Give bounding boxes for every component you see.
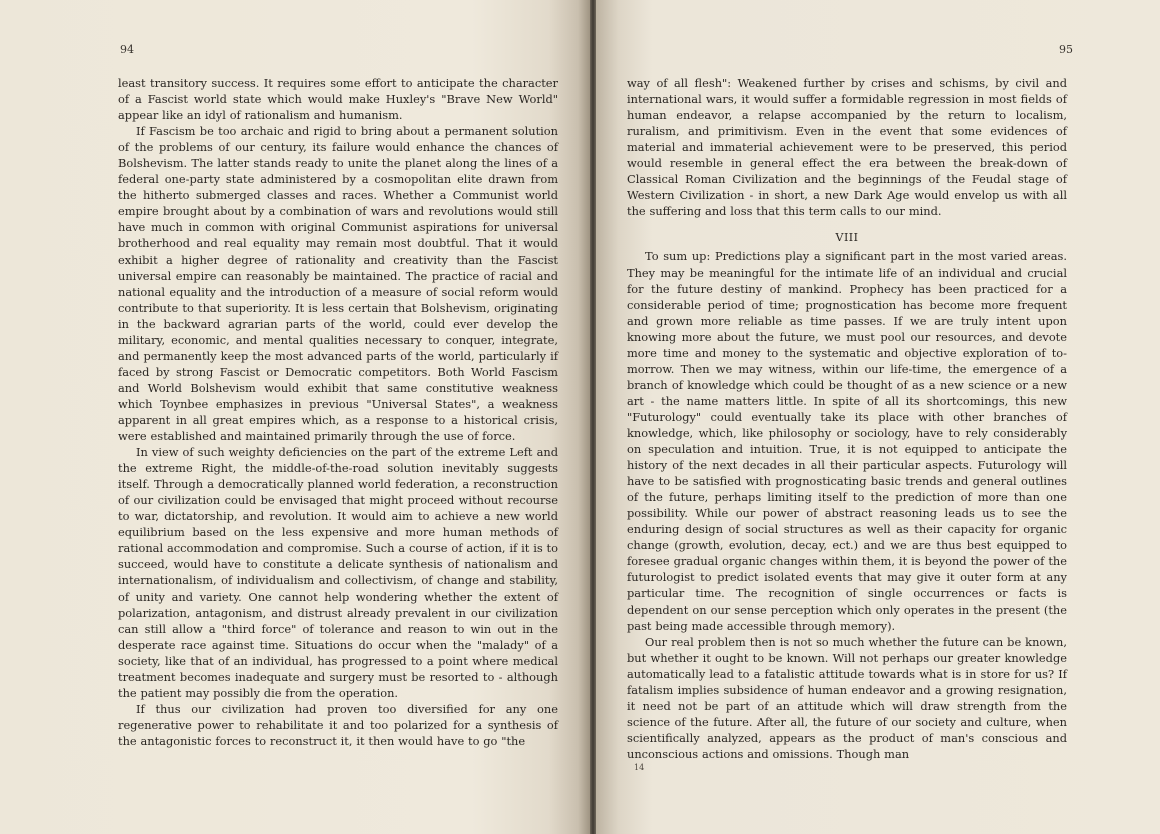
paragraph: Our real problem then is not so much whether the future can be known, but whether it ought to be known. Will not perhaps our greater knowledge automatically lead to a fatalistic attitude towards what is in store for us? If fatalism implies subsidence of human endeavor and a growing resignation, it need not be part of an attitude which will draw strength from the science of the future. After all, the future of our society and culture, when scientifically analyzed, appears as the product of man's conscious and unconscious actions and omissions. Though man [627,634,1067,761]
paragraph: way of all flesh": Weakened further by crises and schisms, by civil and international wars, it would suffer a formidable regression in most fields of human endeavor, a relapse accompanied by the return to localism, ruralism, and primitivism. Even in the event that some evidences of material and immaterial achievement were to be preserved, this period would resemble in general effect the era between the break-down of Classical Roman Civilization and the beginnings of the Feudal stage of Western Civilization - in short, a new Dark Age would envelop us with all the suffering and loss that this term calls to our mind. [627,76,1067,219]
page-number: 94 [120,43,134,56]
paragraph: least transitory success. It requires some effort to anticipate the character of a Fascist world state which would make Huxley's "Brave New World" appear like an idyl of rationalism and humanism. [118,76,558,123]
paragraph: If Fascism be too archaic and rigid to bring about a permanent solution of the problems of our century, its failure would enhance the chances of Bolshevism. The latter stands ready to unite the planet along the lines of a federal one-party state administered by a cosmopolitan elite drawn from the hitherto submerged classes and races. Whether a Communist world empire brought about by a combination of wars and revolutions would still have much in common with original Communist aspirations for universal brotherhood and real equality may remain most doubtful. That it would exhibit a higher degree of rationality and creativity than the Fascist universal empire can reasonably be maintained. The practice of racial and national equality and the introduction of a measure of social reform would contribute to that superiority. It is less certain that Bolshevism, originating in the backward agrarian parts of the world, could ever develop the military, economic, and mental qualities necessary to conquer, integrate, and permanently keep the most advanced parts of the world, particularly if faced by strong Fascist or Democratic competitors. Both World Fascism and World Bolshevism would exhibit that same constitutive weakness which Toynbee emphasizes in previous "Universal States", a weakness apparent in all great empires which, as a response to a historical crisis, were established and maintained primarily through the use of force. [118,124,558,444]
paragraph: In view of such weighty deficiencies on the part of the extreme Left and the extreme Right, the middle-of-the-road solution inevitably suggests itself. Through a democratically planned world federation, a reconstruction of our civilization could be envisaged that might proceed without recourse to war, dictatorship, and revolution. It would aim to achieve a new world equilibrium based on the less expensive and more human methods of rational accommodation and compromise. Such a course of action, if it is to succeed, would have to constitute a delicate synthesis of nationalism and internationalism, of individualism and collectivism, of change and stability, of unity and variety. One cannot help wondering whether the extent of polarization, antagonism, and distrust already prevalent in our civilization can still allow a "third force" of tolerance and reason to win out in the desperate race against time. Situations do occur when the "malady" of a society, like that of an individual, has progressed to a point where medical treatment becomes inadequate and surgery must be resorted to - although the patient may possibly die from the operation. [118,445,558,700]
page-number: 95 [1059,43,1073,56]
signature-mark: 14 [634,763,645,772]
left-page-body [118,75,558,749]
paragraph: If thus our civilization had proven too diversified for any one regenerative power to rehabilitate it and too polarized for a synthesis of the antagonistic forces to reconstruct it, it then would have to go "the [118,701,558,748]
right-page [596,0,1160,834]
right-page-body [627,75,1067,762]
paragraph: To sum up: Predictions play a significant part in the most varied areas. They may be meaningful for the intimate life of an individual and crucial for the future destiny of mankind. Prophecy has been practiced for a considerable period of time; prognostication has become more frequent and grown more reliable as time passes. If we are truly intent upon knowing more about the future, we must pool our resources, and devote more time and money to the systematic and objective exploration of to-morrow. Then we may witness, within our life-time, the emergence of a branch of knowledge which could be thought of as a new science or a new art - the name matters little. In spite of all its shortcomings, this new "Futurology" could eventually take its place with other branches of knowledge, which, like philosophy or sociology, have to rely considerably on speculation and intuition. True, it is not equipped to anticipate the history of the next decades in all their particular aspects. Futurology will have to be satisfied with prognosticating basic trends and general outlines of the future, perhaps limiting itself to the prediction of more than one possibility. While our power of abstract reasoning leads us to see the enduring design of social structures as well as their capacity for organic change (growth, evolution, decay, ect.) and we are thus best equipped to foresee gradual organic changes within them, it is beyond the power of the futurologist to predict isolated events that may give it outer form at any particular time. The recognition of single occurrences or facts is dependent on our sense perception which only operates in the present (the past being made accessible through memory). [627,249,1067,633]
section-heading: VIII [835,231,859,245]
